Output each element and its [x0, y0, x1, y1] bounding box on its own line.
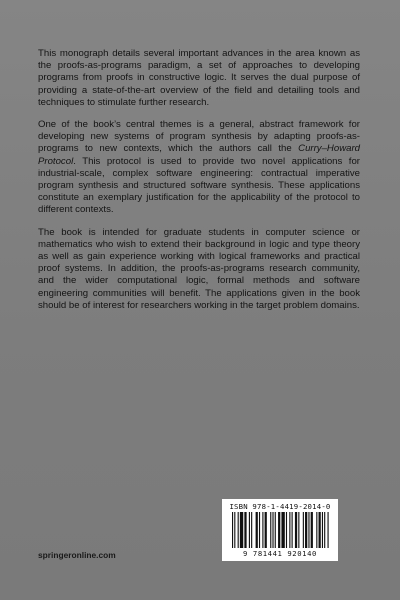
barcode-bar — [249, 512, 250, 548]
curry-howard-protocol-term: Curry–Howard Protocol — [38, 143, 360, 167]
paragraph-2-start: One of the book’s central themes is a general, abstract framework for developing new systems of program synthesis by adapting proofs-as-programs to new contexts, which the authors call the — [38, 119, 360, 155]
barcode-bar — [319, 512, 321, 548]
barcode-bar — [298, 512, 299, 548]
barcode-bar — [308, 512, 309, 548]
blurb-paragraph-3: The book is intended for graduate students in computer science or mathematics who wish to extend their background in logic and type theory as well as gain experience working with logical frameworks and practical proof systems. In addition, the proofs-as-programs research community, and the wider computational logic, formal methods and software engineering communities will benefit. The applications given in the book should be of interest for researchers working in the target problem domains. — [38, 226, 360, 311]
barcode-bar — [311, 512, 313, 548]
barcode-bar — [270, 512, 271, 548]
barcode-bar — [265, 512, 267, 548]
barcode-bar — [232, 512, 233, 548]
barcode-bar — [281, 512, 284, 548]
barcode-bar — [256, 512, 258, 548]
barcode-bar — [244, 512, 246, 548]
barcode-bar — [275, 512, 276, 548]
barcode-bar — [286, 512, 287, 548]
barcode-bar — [292, 512, 293, 548]
barcode-bar — [259, 512, 260, 548]
paragraph-2-end: . This protocol is used to provide two novel applications for industrial-scale, complex software engineering: contractual imperative program synthesis and structured software synthesis. These applications constitute an exemplary justification for the applicability of the protocol to different contexts. — [38, 155, 360, 216]
publisher-website: springeronline.com — [38, 550, 116, 560]
barcode-bar — [240, 512, 243, 548]
barcode-bars — [232, 512, 332, 548]
barcode-bar — [324, 512, 325, 548]
isbn-barcode — [222, 499, 338, 561]
isbn-label: ISBN 978-1-4419-2014-0 — [229, 502, 331, 511]
blurb-text — [38, 48, 360, 322]
barcode-bar — [262, 512, 263, 548]
barcode-bar — [305, 512, 307, 548]
barcode-bar — [316, 512, 317, 548]
blurb-paragraph-1: This monograph details several important advances in the area known as the proofs-as-programs paradigm, a set of approaches to developing programs from proofs in constructive logic. It serves the dual purpose of providing a state-of-the-art overview of the field and detailing tools and techniques to stimulate further research. — [38, 48, 360, 108]
barcode-bar — [303, 512, 304, 548]
barcode-bar — [272, 512, 273, 548]
barcode-bar — [251, 512, 252, 548]
barcode-bar — [322, 512, 323, 548]
barcode-bar — [328, 512, 329, 548]
barcode-bar — [234, 512, 235, 548]
barcode-bar — [289, 512, 290, 548]
barcode-bar — [278, 512, 280, 548]
barcode-bar — [238, 512, 239, 548]
blurb-paragraph-2 — [38, 119, 360, 217]
barcode-bar — [295, 512, 297, 548]
barcode-number: 9 781441 920140 — [243, 549, 317, 558]
